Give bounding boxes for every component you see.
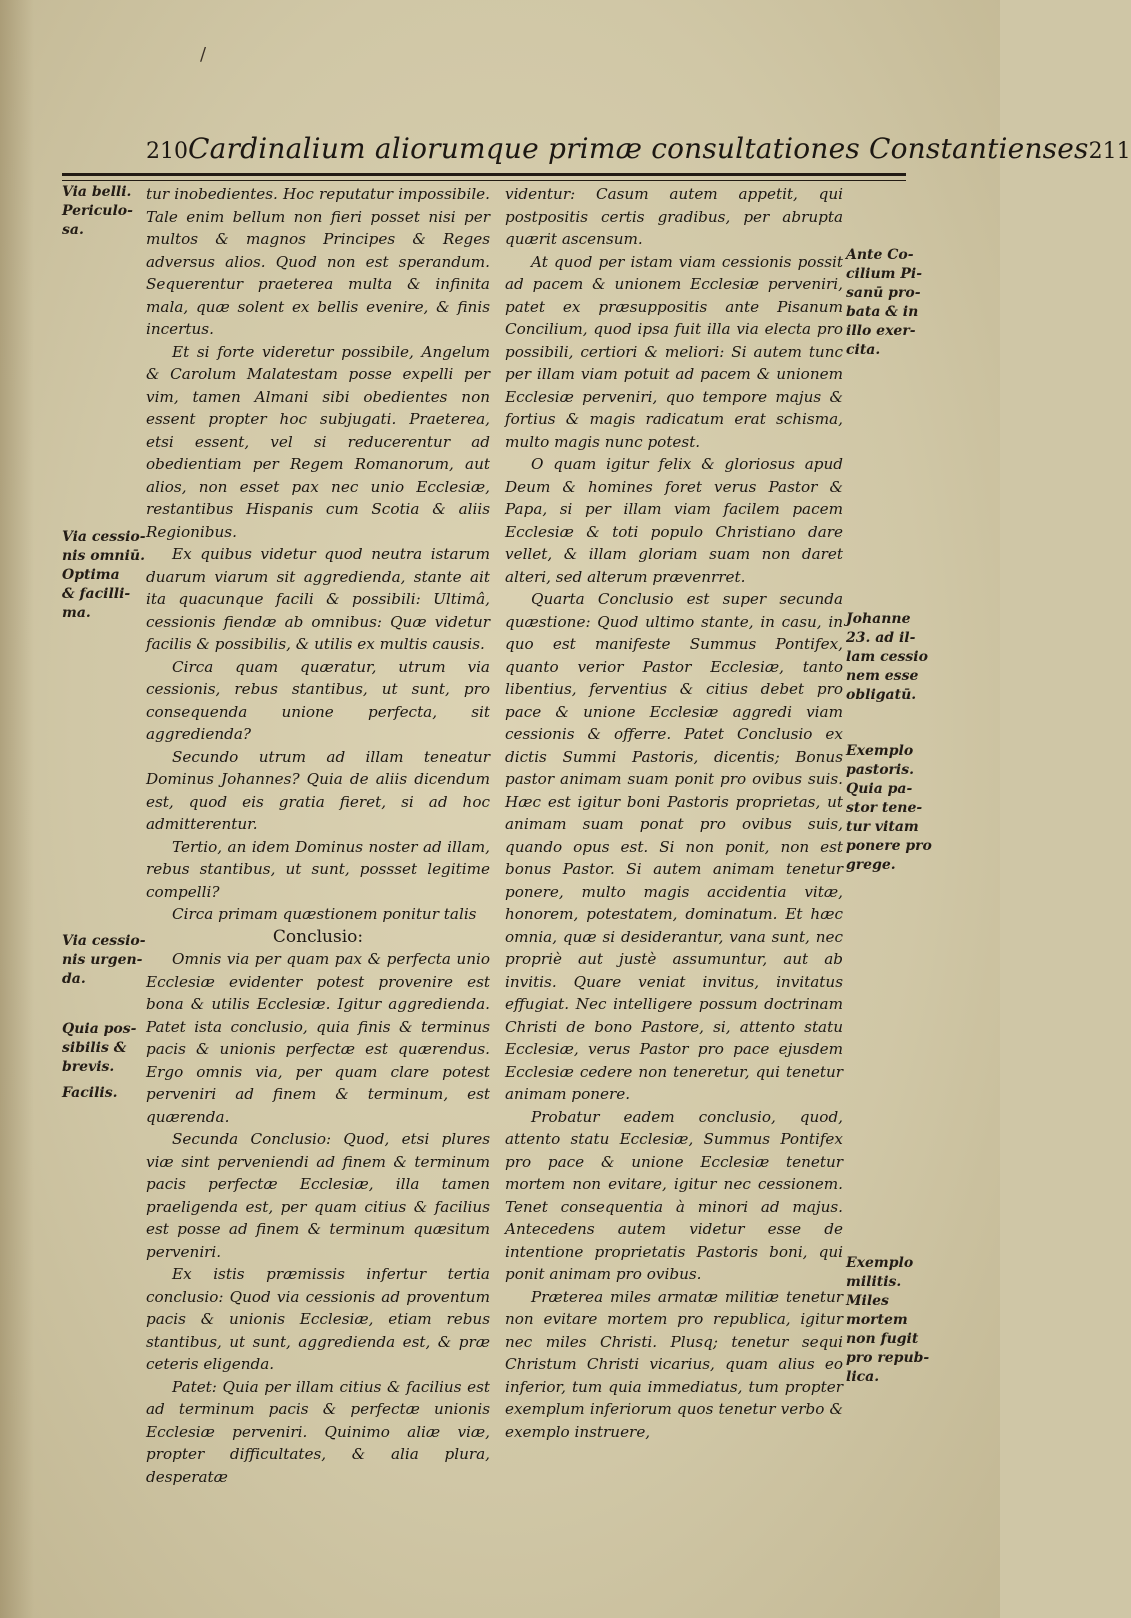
margin-note-exemplo-militis: Exemplo militis. Miles mortem non fugit pro repub- lica.	[846, 1255, 930, 1385]
margin-note-via-belli: Via belli. Periculo- sa.	[62, 184, 133, 238]
paragraph: Quarta Conclusio est super secunda quæstione: Quod ultimo stante, in casu, in quo est manifeste Summus Pontifex, quanto verior Pastor Ecclesiæ, tanto libentius, ferventius & citius debet pro pace & unione Ecclesiæ aggredi viam cessionis & offerre. Patet Conclusio ex dictis Summi Pastoris, dicentis; Bonus pastor animam suam ponit pro ovibus suis. Hæc est igitur boni Pastoris proprietas, ut animam suam ponat pro ovibus suis, quando opus est. Si non ponit, non est bonus Pastor. Si autem animam tenetur ponere, multo magis accidentia vitæ, honorem, potestatem, dominatum. Et hæc omnia, quæ si desiderantur, vana sunt, nec propriè aut justè assumuntur, aut ab invitis. Quare veniat invitus, invitatus effugiat. Nec intelligere possum doctrinam Christi de bono Pastore, si, attento statu Ecclesiæ, verus Pastor pro pace ejusdem Ecclesiæ cedere non teneretur, qui tenetur animam ponere.	[505, 590, 843, 1103]
margin-note-ante-concilium: Ante Co- cilium Pi- sanū pro- bata & in illo exer- cita.	[846, 247, 923, 358]
margin-note-facilis: Facilis.	[62, 1085, 118, 1101]
header-rule	[62, 173, 906, 181]
left-page-number: 210	[146, 139, 188, 164]
paragraph: O quam igitur felix & gloriosus apud Deum & homines foret verus Pastor & Papa, si per illam viam facilem pacem Ecclesiæ & toti populo Christiano dare vellet, & illam gloriam suam non daret alteri, sed alterum prævenrret.	[505, 455, 843, 586]
right-page-number: 211	[1088, 139, 1131, 164]
margin-note-via-cessionis-urgenda: Via cessio- nis urgen- da.	[62, 933, 146, 987]
paragraph: videntur: Casum autem appetit, qui postpositis certis gradibus, per abrupta quærit ascensum.	[505, 185, 843, 248]
paragraph: Ex istis præmissis infertur tertia conclusio: Quod via cessionis ad proventum pacis & unionis Ecclesiæ, etiam rebus stantibus, ut sunt, aggredienda est, & præ ceteris eligenda.	[146, 1265, 490, 1373]
margin-note-via-cessionis-omnium: Via cessio- nis omniū. Optima & facilli- ma.	[62, 529, 146, 621]
paragraph: Patet: Quia per illam citius & facilius est ad terminum pacis & perfectæ unionis Ecclesiæ perveniri. Quinimo aliæ viæ, propter difficultates, & alia plura, desperatæ	[146, 1377, 490, 1486]
paragraph: Omnis via per quam pax & perfecta unio Ecclesiæ evidenter potest provenire est bona & utilis Ecclesiæ. Igitur aggredienda. Patet ista conclusio, quia finis & terminus pacis & unionis perfectæ est quærendus. Ergo omnis via, per quam clare potest perveniri ad finem & terminum, est quærenda.	[146, 950, 490, 1126]
paragraph: Præterea miles armatæ militiæ tenetur non evitare mortem pro republica, igitur nec miles Christi. Plusq; tenetur sequi Christum Christi vicarius, quam alius eo inferior, tum quia immediatus, tum propter exemplum inferiorum quos tenetur verbo & exemplo instruere,	[505, 1287, 843, 1441]
paragraph: Probatur eadem conclusio, quod, attento statu Ecclesiæ, Summus Pontifex pro pace & unione Ecclesiæ tenetur mortem non evitare, igitur nec cessionem. Tenet consequentia à minori ad majus. Antecedens autem videtur esse de intentione proprietatis Pastoris boni, qui ponit animam pro ovibus.	[505, 1107, 843, 1283]
paragraph: Secundo utrum ad illam teneatur Dominus Johannes? Quia de aliis dicendum est, quod eis gratia fieret, si ad hoc admitterentur.	[146, 747, 490, 833]
stray-mark: /	[200, 44, 207, 65]
paragraph: At quod per istam viam cessionis possit ad pacem & unionem Ecclesiæ perveniri, patet ex præsuppositis ante Pisanum Concilium, quod ipsa fuit illa via electa pro possibili, certiori & meliori: Si autem tunc per illam viam potuit ad pacem & unionem Ecclesiæ perveniri, quo tempore majus & fortius & magis radicatum erat schisma, multo magis nunc potest.	[505, 252, 843, 451]
margin-note-quia-possibilis: Quia pos- sibilis & brevis.	[62, 1021, 137, 1075]
running-title: Cardinalium aliorumque primæ consultationes Constantienses	[188, 132, 1089, 165]
paragraph: Circa primam quæstionem ponitur talis	[172, 905, 477, 923]
margin-note-johanne: Johanne 23. ad il- lam cessio nem esse obligatū.	[846, 611, 928, 703]
paragraph: Tertio, an idem Dominus noster ad illam, rebus stantibus, ut sunt, possset legitime compelli?	[146, 837, 490, 901]
conclusio-heading: Conclusio:	[272, 926, 364, 947]
left-text-column	[146, 183, 490, 1488]
right-text-column	[505, 183, 843, 1443]
running-header	[146, 132, 1131, 172]
paragraph: Circa quam quæratur, utrum via cessionis, rebus stantibus, ut sunt, pro consequenda unione perfecta, sit aggredienda?	[146, 657, 490, 743]
margin-note-exemplo-pastoris: Exemplo pastoris. Quia pa- stor tene- tur vitam ponere pro grege.	[846, 743, 932, 873]
paragraph: Et si forte videretur possibile, Angelum & Carolum Malatestam posse expelli per vim, tamen Almani sibi obedientes non essent propter hoc subjugati. Praeterea, etsi essent, vel si reducerentur ad obedientiam per Regem Romanorum, aut alios, non esset pax nec unio Ecclesiæ, restantibus Hispanis cum Scotia & aliis Regionibus.	[146, 342, 490, 541]
paragraph: Secunda Conclusio: Quod, etsi plures viæ sint perveniendi ad finem & terminum pacis perfectæ Ecclesiæ, illa tamen praeligenda est, per quam citius & facilius est posse ad finem & terminum quæsitum perveniri.	[146, 1130, 490, 1261]
paragraph: tur inobedientes. Hoc reputatur impossibile. Tale enim bellum non fieri posset nisi per multos & magnos Principes & Reges adversus alios. Quod non est sperandum. Sequerentur praeterea multa & infinita mala, quæ solent ex bellis evenire, & finis incertus.	[146, 185, 490, 338]
paragraph: Ex quibus videtur quod neutra istarum duarum viarum sit aggredienda, stante ait ita quacunque facili & possibili: Ultimâ, cessionis fiendæ ab omnibus: Quæ videtur facilis & possibilis, & utilis ex multis causis.	[146, 545, 490, 653]
